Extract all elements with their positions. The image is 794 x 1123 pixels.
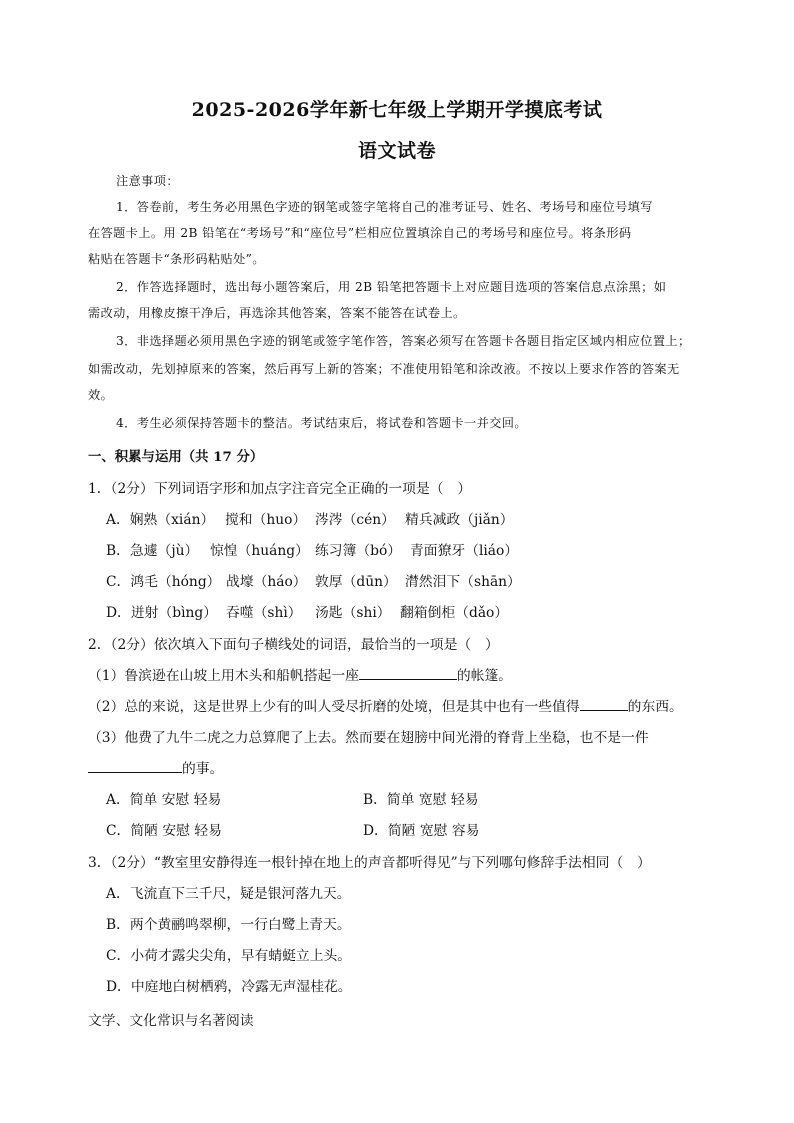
q2-sentence-2	[88, 698, 683, 716]
section-heading: 文学、文化常识与名著阅读	[88, 1013, 254, 1029]
q1-option-a-term: 涔涔（cén）	[315, 512, 395, 528]
notes-line: 粘贴在答题卡“条形码粘贴处”。	[88, 252, 265, 266]
q2-option-d: D．简陋 宽慰 容易	[363, 823, 480, 839]
notes-line: 1．答卷前，考生务必用黑色字迹的钢笔或签字笔将自己的准考证号、姓名、考场号和座位号填写	[116, 200, 653, 214]
q1-option-a-term: 精兵减政（jiǎn）	[405, 512, 514, 528]
notes-line: 3．非选择题必须用黑色字迹的钢笔或签字笔作答，答案必须写在答题卡各题目指定区域内相应位置上；	[116, 334, 691, 348]
q2-sentence-1	[88, 667, 512, 685]
page-title: 2025-2026学年新七年级上学期开学摸底考试	[191, 99, 603, 121]
question-stem: 3．（2分）“教室里安静得连一根针掉在地上的声音都听得见”与下列哪句修辞手法相同（ ）	[88, 855, 651, 871]
notes-heading: 注意事项：	[116, 174, 179, 188]
fill-blank	[88, 760, 182, 773]
sentence-text: 的帐篷。	[456, 668, 513, 684]
page-subtitle: 语文试卷	[357, 140, 436, 162]
q2-sentence-3: （3）他费了九牛二虎之力总算爬了上去。然而要在翅膀中间光滑的脊背上坐稳，也不是一件	[88, 730, 649, 746]
notes-line: 如需改动，先划掉原来的答案，然后再写上新的答案；不准使用铅笔和涂改液。不按以上要求作答的答案无	[88, 362, 680, 376]
q1-option-b-term: 惊惶（huáng）	[210, 543, 309, 559]
q2-option-a: A．简单 安慰 轻易	[106, 792, 222, 808]
notes-line: 需改动，用橡皮擦干净后，再选涂其他答案，答案不能答在试卷上。	[88, 306, 466, 320]
notes-line: 4．考生必须保持答题卡的整洁。考试结束后，将试卷和答题卡一并交回。	[116, 416, 527, 430]
q1-option-b-term: B．急遽（jù）	[106, 543, 199, 559]
q1-option-c-term: C．鸿毛（hóng）	[106, 574, 221, 590]
sentence-text: （2）总的来说，这是世界上少有的叫人受尽折磨的处境，但是其中也有一些值得	[88, 699, 580, 715]
q3-option-a: A．飞流直下三千尺，疑是银河落九天。	[106, 886, 351, 902]
question-stem: 2．（2分）依次填入下面句子横线处的词语，最恰当的一项是（ ）	[88, 637, 499, 653]
q1-option-b-term: 青面獠牙（liáo）	[410, 543, 519, 559]
question-stem: 1．（2分）下列词语字形和加点字注音完全正确的一项是（ ）	[88, 481, 472, 497]
q1-option-d-term: D．迸射（bìng）	[106, 605, 218, 621]
q1-option-d-term: 翻箱倒柜（dǎo）	[400, 605, 509, 621]
q2-option-b: B．简单 宽慰 轻易	[363, 792, 479, 808]
fill-blank	[580, 698, 628, 711]
q3-option-b: B．两个黄鹂鸣翠柳，一行白鹭上青天。	[106, 917, 351, 933]
sentence-text: 的东西。	[627, 699, 683, 715]
q1-option-d-term: 吞噬（shì）	[226, 605, 302, 621]
q2-option-c: C．简陋 安慰 轻易	[106, 823, 222, 839]
q1-option-a-term: A．娴熟（xián）	[106, 512, 215, 528]
q1-option-c-term: 战壕（háo）	[226, 574, 307, 590]
notes-line: 2．作答选择题时，选出每小题答案后，用 2B 铅笔把答题卡上对应题目选项的答案信息点涂黑；如	[116, 280, 667, 294]
section-heading: 一、积累与运用（共 17 分）	[88, 449, 264, 465]
q1-option-d-term: 汤匙（shi）	[315, 605, 391, 621]
q1-option-a-term: 搅和（huo）	[225, 512, 307, 528]
q3-option-c: C．小荷才露尖尖角，早有蜻蜓立上头。	[106, 948, 352, 964]
q1-option-c-term: 潸然泪下（shān）	[405, 574, 521, 590]
sentence-text: 的事。	[182, 761, 224, 777]
q3-option-d: D．中庭地白树栖鸦，冷露无声湿桂花。	[106, 979, 352, 995]
q1-option-c-term: 敦厚（dūn）	[315, 574, 397, 590]
q1-option-b-term: 练习簿（bó）	[315, 543, 402, 559]
fill-blank	[359, 667, 457, 680]
q2-sentence-3-cont	[88, 760, 223, 778]
notes-line: 效。	[88, 388, 114, 402]
sentence-text: （1）鲁滨逊在山坡上用木头和船帆搭起一座	[88, 668, 359, 684]
notes-line: 在答题卡上。用 2B 铅笔在“考场号”和“座位号”栏相应位置填涂自己的考场号和座位号。将条形码	[88, 226, 632, 240]
